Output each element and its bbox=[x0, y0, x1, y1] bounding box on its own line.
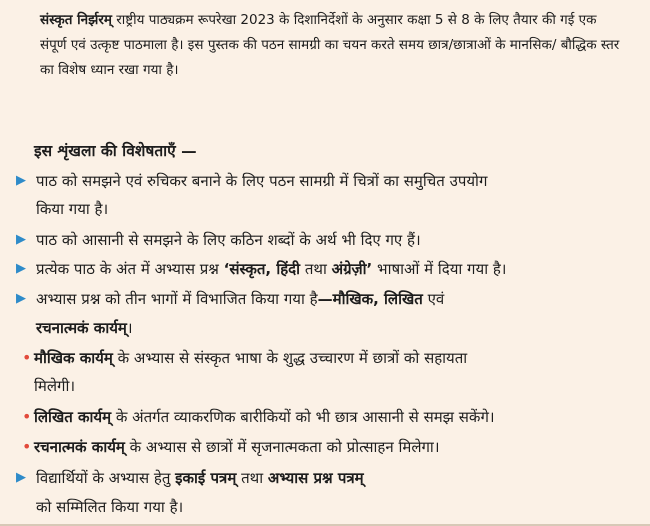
list-item-continuation: किया गया है। bbox=[36, 200, 109, 218]
intro-paragraph bbox=[40, 8, 620, 83]
sub-list-item: • लिखित कार्यम् के अंतर्गत व्याकरणिक बारीकियों को भी छात्र आसानी से समझ सकेंगे। bbox=[34, 404, 495, 430]
sub-list-item: • मौखिक कार्यम् के अभ्यास से संस्कृत भाषा के शुद्ध उच्चारण में छात्रों को सहायता bbox=[34, 345, 467, 371]
bullet-dot-icon: • bbox=[22, 348, 32, 367]
book-title: संस्कृत निर्झरम् bbox=[40, 12, 112, 28]
list-item: ▶ पाठ को आसानी से समझने के लिए कठिन शब्दों के अर्थ भी दिए गए हैं। bbox=[36, 227, 421, 253]
sub-list-item-continuation: मिलेगी। bbox=[34, 377, 76, 395]
list-item: ▶ पाठ को समझने एवं रुचिकर बनाने के लिए पठन सामग्री में चित्रों का समुचित उपयोग bbox=[36, 168, 487, 194]
features-heading: इस शृंखला की विशेषताएँ — bbox=[34, 142, 197, 160]
triangle-right-icon: ▶ bbox=[16, 232, 26, 247]
list-item-continuation: रचनात्मकं कार्यम्। bbox=[36, 319, 133, 337]
sub-list-item: • रचनात्मकं कार्यम् के अभ्यास से छात्रों में सृजनात्मकता को प्रोत्साहन मिलेगा। bbox=[34, 434, 440, 460]
triangle-right-icon: ▶ bbox=[16, 291, 26, 306]
triangle-right-icon: ▶ bbox=[16, 470, 26, 485]
intro-text: राष्ट्रीय पाठ्यक्रम रूपरेखा 2023 के दिशानिर्देशों के अनुसार कक्षा 5 से 8 के लिए तैयार की गई एक संपूर्ण एवं उत्कृष्ट पाठमाला है। इस पुस्तक की पठन सामग्री का चयन करते समय छात्र/छात्राओं के मानसिक/ बौद्धिक स्तर का विशेष ध्यान रखा गया है। bbox=[40, 12, 620, 78]
list-item: ▶ विद्यार्थियों के अभ्यास हेतु इकाई पत्रम् तथा अभ्यास प्रश्न पत्रम् bbox=[36, 465, 364, 491]
list-item: ▶ अभ्यास प्रश्न को तीन भागों में विभाजित किया गया है—मौखिक, लिखित एवं bbox=[36, 286, 444, 312]
bullet-dot-icon: • bbox=[22, 437, 32, 456]
list-item: ▶ प्रत्येक पाठ के अंत में अभ्यास प्रश्न ‘संस्कृत, हिंदी तथा अंग्रेज़ी’ भाषाओं में दिया गया है। bbox=[36, 256, 507, 282]
triangle-right-icon: ▶ bbox=[16, 173, 26, 188]
list-item-continuation: को सम्मिलित किया गया है। bbox=[36, 498, 184, 516]
bullet-dot-icon: • bbox=[22, 407, 32, 426]
triangle-right-icon: ▶ bbox=[16, 261, 26, 276]
